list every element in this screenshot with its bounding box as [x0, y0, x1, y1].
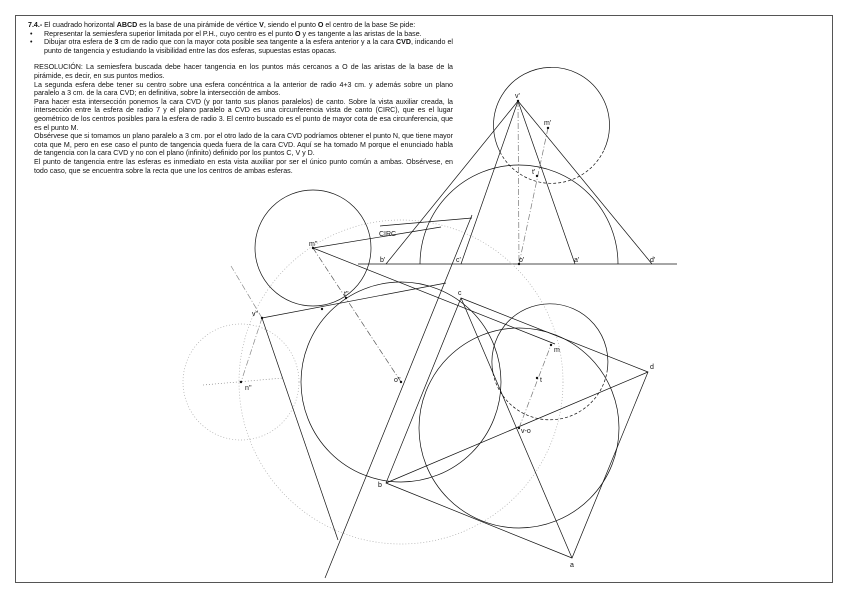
point-n-auxiliary	[240, 381, 242, 383]
intro-text: , siendo el punto	[263, 21, 318, 29]
auxiliary-view	[183, 190, 563, 578]
label-m-auxiliary: m''	[309, 241, 318, 248]
label-o-auxiliary: o''	[394, 377, 401, 384]
resolution-paragraph: RESOLUCIÓN: La semiesfera buscada debe hacer tangencia en los puntos más cercanos a O de las aristas de la base de la pirámide, es decir, en sus puntos medios.	[34, 63, 453, 80]
plan-view	[386, 298, 648, 558]
intro-abcd: ABCD	[116, 21, 138, 29]
point-vo-plan	[518, 427, 520, 429]
edge-vc-elevation	[461, 101, 518, 264]
axis-om-plan	[519, 345, 551, 428]
intro-v: V	[259, 21, 264, 29]
label-t-plan: t	[540, 377, 542, 384]
label-n-auxiliary: n''	[245, 385, 252, 392]
base-edge-auxiliary	[262, 283, 446, 318]
square-abcd-plan	[386, 298, 648, 558]
task-bold: 3	[114, 38, 119, 47]
label-c-elevation: c'	[456, 257, 461, 264]
edge-vd-elevation	[518, 101, 652, 264]
label-t-auxiliary: t''	[344, 291, 349, 298]
problem-number: 7.4.-	[28, 21, 43, 29]
label-circ: CIRC	[379, 231, 397, 238]
label-v-elevation: v'	[515, 93, 520, 100]
axis-vo-elevation	[518, 101, 519, 264]
small-sphere-plan	[492, 304, 608, 373]
point-t-plan	[536, 377, 538, 379]
point-m-elevation	[547, 127, 549, 129]
intro-text: el centro de la base Se pide:	[323, 21, 416, 29]
point-v-elevation	[517, 100, 519, 102]
axis-vn-auxiliary	[241, 318, 262, 382]
face-cvd-edge-auxiliary	[262, 318, 338, 540]
diagonal-bd-plan	[386, 372, 648, 483]
task-text: , indicando el punto de tangencia y estudiando la visibilidad entre las dos esferas, supuestas estas opacas.	[44, 38, 453, 55]
task-text: Representar la semiesfera superior limitada por el P.H., cuyo centro es el punto	[44, 29, 296, 38]
resolution-paragraph: Para hacer esta intersección ponemos la cara CVD (y por tanto sus planos paralelos) de canto. Sobre la vista auxiliar creada, la intersección entre la esfera de radio 7 y el plano paralelo a CVD es una circunferencia vista de canto (CIRC), que es el lugar geométrico de los centros posibles para la esfera de radio 3. El centro buscado es el punto de mayor cota de esa circunferencia, que es el punto M.	[34, 97, 453, 132]
small-sphere-elevation-hidden	[500, 150, 604, 183]
task-bold: O	[295, 29, 301, 38]
axis-mo-elevation	[519, 128, 548, 264]
label-d-plan: d	[650, 364, 654, 371]
label-m-elevation: m'	[544, 120, 552, 127]
auxiliary-ref-line	[325, 215, 472, 578]
edge-vb-elevation	[386, 101, 518, 264]
label-o-elevation: o'	[519, 257, 525, 264]
label-d-elevation: d'	[650, 257, 656, 264]
point-m-plan	[550, 344, 552, 346]
label-b-plan: b	[378, 482, 382, 489]
intro-o: O	[317, 21, 324, 29]
axis-mo-auxiliary	[313, 248, 401, 382]
task-bold: CVD	[396, 38, 412, 47]
point-tangency-auxiliary	[321, 308, 323, 310]
point-t-elevation	[536, 175, 538, 177]
label-b-elevation: b'	[380, 257, 386, 264]
task-text: cm de radio que con la mayor cota posible sea tangente a la esfera anterior y a la cara	[118, 38, 397, 47]
point-v-auxiliary	[261, 317, 263, 319]
label-vo-plan: v-o	[521, 428, 531, 435]
intro-text: es la base de una pirámide de vértice	[137, 21, 260, 29]
label-v-auxiliary: v''	[252, 311, 259, 318]
intro-text: El cuadrado horizontal	[42, 21, 117, 29]
n-construction-line	[203, 378, 283, 385]
task-text: Dibujar otra esfera de	[44, 38, 115, 47]
auxiliary-points	[240, 247, 402, 383]
label-m-plan: m	[554, 347, 560, 354]
label-c-plan: c	[458, 290, 462, 297]
label-t-elevation: t'	[532, 169, 536, 176]
circ-locus-edge	[380, 218, 472, 226]
resolution-paragraph: La segunda esfera debe tener su centro sobre una esfera concéntrica a la anterior de radio 4+3 cm. y además sobre un plano paralelo a 3 cm. de la cara CVD; en definitiva, sobre la intersección de ambos.	[34, 80, 453, 98]
resolution-paragraph: Obsérvese que si tomamos un plano paralelo a 3 cm. por el otro lado de la cara CVD podríamos obtener el punto N, que tiene mayor cota que M, pero en ese caso el punto de tangencia queda fuera de la cara CVD. Aquí se ha tomado M porque el enunciado habla de tangencia con la cara CVD y no con el plano (infinito) definido por los puntos C, V y D.	[34, 132, 453, 158]
resolution-paragraph: El punto de tangencia entre las esferas es inmediato en esta vista auxiliar por ser el único punto común a ambas. Obsérvese, en todo caso, que se encuentra sobre la recta que une los centros de ambas esferas.	[34, 157, 453, 175]
label-a-elevation: a'	[574, 257, 580, 264]
task-text: y es tangente a las aristas de la base.	[300, 29, 422, 38]
label-a-plan: a	[570, 562, 574, 569]
